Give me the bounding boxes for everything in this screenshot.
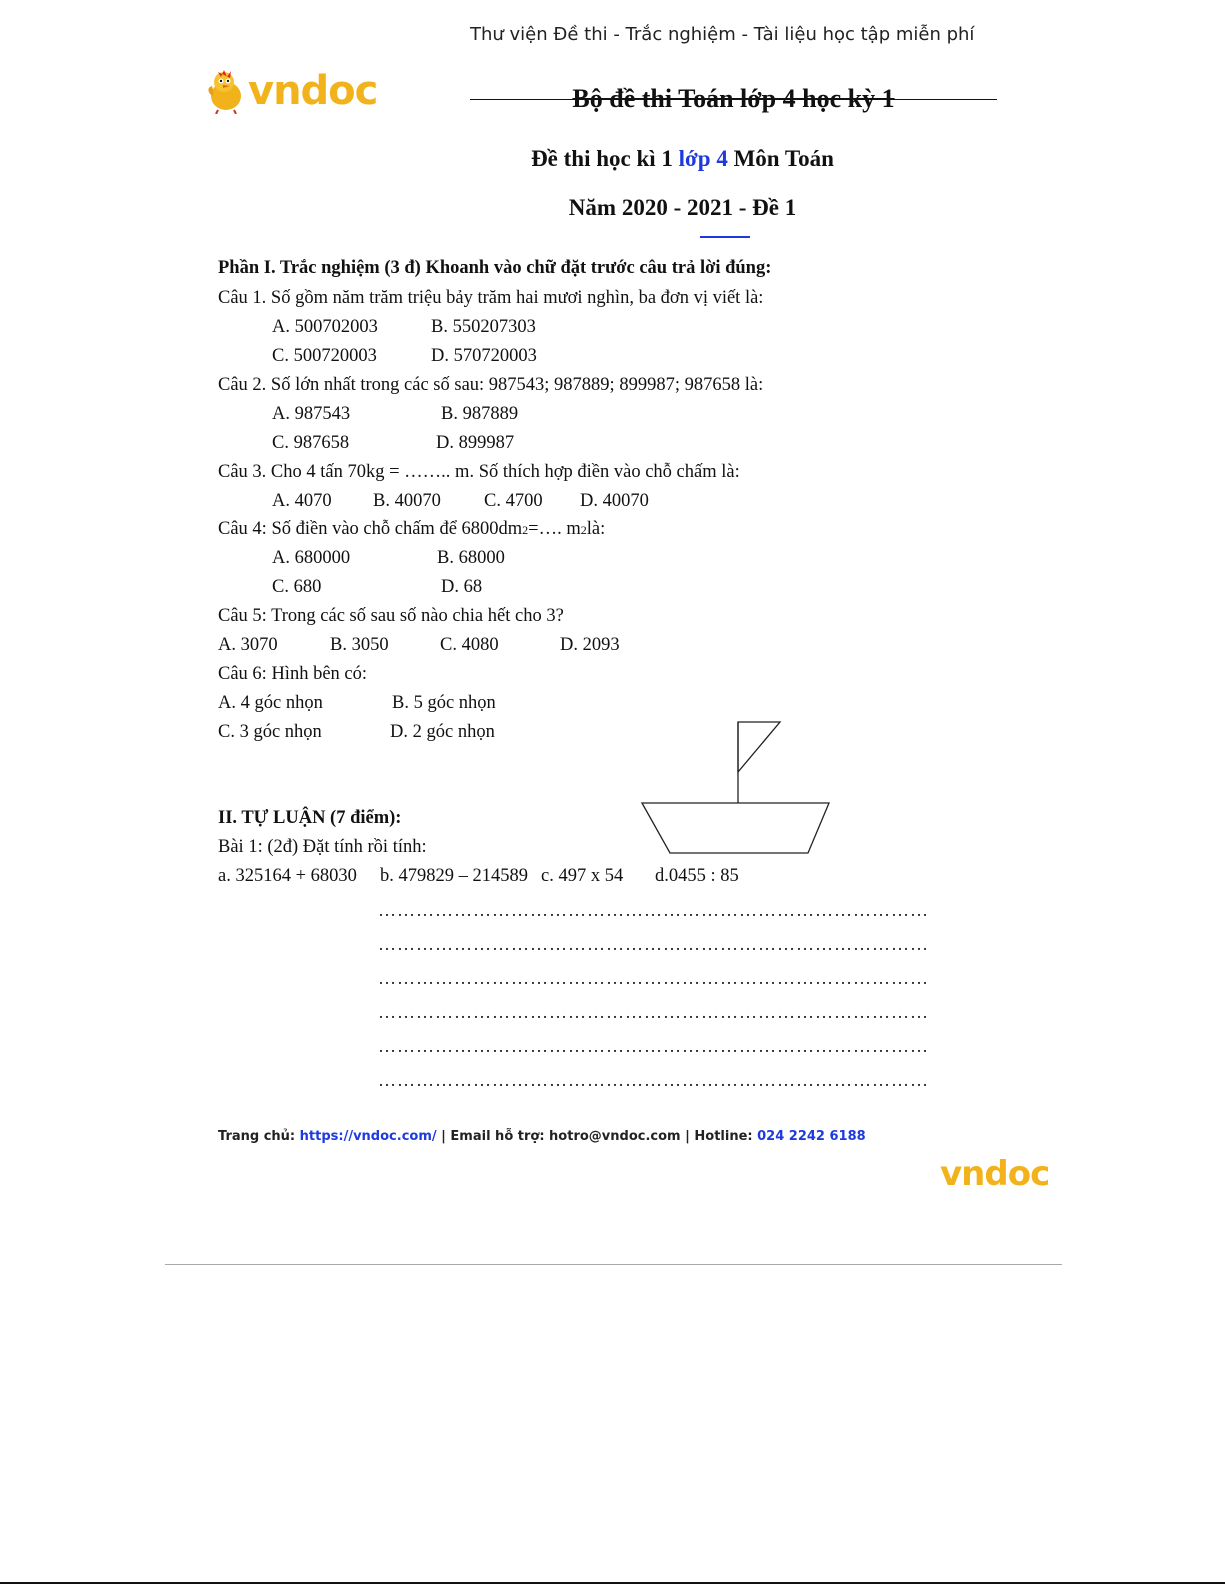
q2-option-a: A. 987543 bbox=[272, 404, 351, 424]
footer-logo-wordmark: vndoc bbox=[940, 1154, 1050, 1194]
q6-option-a: A. 4 góc nhọn bbox=[218, 693, 323, 713]
q4-sup2: 2 bbox=[580, 523, 587, 537]
answer-dot-line-6: …………………………………………………………………………… bbox=[378, 1070, 929, 1090]
exam-title-part1: Đề thi học kì 1 bbox=[531, 146, 679, 171]
q3-option-a: A. 4070 bbox=[272, 491, 332, 511]
q5-option-d: D. 2093 bbox=[560, 635, 620, 655]
q2-text: Câu 2. Số lớn nhất trong các số sau: 987543; 987889; 899987; 987658 là: bbox=[218, 375, 764, 395]
vndoc-logo[interactable] bbox=[204, 68, 377, 114]
q1-option-c: C. 500720003 bbox=[272, 346, 377, 366]
q3-option-b: B. 40070 bbox=[373, 491, 441, 511]
q6-option-b: B. 5 góc nhọn bbox=[392, 693, 496, 713]
q6-option-c: C. 3 góc nhọn bbox=[218, 722, 322, 742]
boat-figure bbox=[640, 720, 830, 855]
q4-text bbox=[218, 519, 605, 540]
exam-title-part2: Môn Toán bbox=[727, 146, 834, 171]
footer-email-label: | Email hỗ trợ: hotro@vndoc.com | Hotline: bbox=[436, 1129, 758, 1144]
answer-dot-line-1: …………………………………………………………………………… bbox=[378, 900, 929, 920]
page-divider bbox=[165, 1264, 1062, 1265]
q4-option-c: C. 680 bbox=[272, 577, 322, 597]
bai1-d: d.0455 : 85 bbox=[655, 866, 739, 886]
q3-text: Câu 3. Cho 4 tấn 70kg = …….. m. Số thích hợp điền vào chỗ chấm là: bbox=[218, 462, 740, 482]
exam-year: Năm 2020 - 2021 - Đề 1 bbox=[568, 195, 797, 220]
exam-title-link[interactable]: lớp 4 bbox=[678, 146, 728, 171]
section1-heading: Phần I. Trắc nghiệm (3 đ) Khoanh vào chữ đặt trước câu trả lời đúng: bbox=[218, 258, 772, 278]
exam-title bbox=[0, 146, 1225, 172]
footer-hotline[interactable]: 024 2242 6188 bbox=[757, 1129, 866, 1144]
q5-option-b: B. 3050 bbox=[330, 635, 389, 655]
footer-vndoc-logo[interactable] bbox=[940, 1154, 1050, 1194]
q2-option-d: D. 899987 bbox=[436, 433, 515, 453]
q6-option-d: D. 2 góc nhọn bbox=[390, 722, 495, 742]
q6-text: Câu 6: Hình bên có: bbox=[218, 664, 368, 684]
footer-home-link[interactable]: https://vndoc.com/ bbox=[299, 1129, 437, 1144]
q2-option-b: B. 987889 bbox=[441, 404, 519, 424]
q4-option-b: B. 68000 bbox=[437, 548, 505, 568]
answer-dot-line-3: …………………………………………………………………………… bbox=[378, 968, 929, 988]
section2-heading: II. TỰ LUẬN (7 điểm): bbox=[218, 808, 402, 828]
title-underline bbox=[700, 236, 750, 238]
q1-option-b: B. 550207303 bbox=[431, 317, 536, 337]
q4-sup1: 2 bbox=[522, 523, 529, 537]
q1-text: Câu 1. Số gồm năm trăm triệu bảy trăm hai mươi nghìn, ba đơn vị viết là: bbox=[218, 288, 764, 308]
bai1-text: Bài 1: (2đ) Đặt tính rồi tính: bbox=[218, 837, 427, 857]
q5-option-a: A. 3070 bbox=[218, 635, 278, 655]
q4-text-mid: =…. m bbox=[528, 519, 581, 539]
q5-text: Câu 5: Trong các số sau số nào chia hết cho 3? bbox=[218, 606, 564, 626]
chicken-mascot-icon bbox=[204, 68, 248, 114]
answer-dot-line-2: …………………………………………………………………………… bbox=[378, 934, 929, 954]
answer-dot-line-5: …………………………………………………………………………… bbox=[378, 1036, 929, 1056]
q4-option-a: A. 680000 bbox=[272, 548, 351, 568]
q4-option-d: D. 68 bbox=[441, 577, 483, 597]
bai1-c: c. 497 x 54 bbox=[541, 866, 624, 886]
q3-option-d: D. 40070 bbox=[580, 491, 649, 511]
q4-text-after: là: bbox=[586, 519, 606, 539]
q5-option-c: C. 4080 bbox=[440, 635, 499, 655]
footer-home-label: Trang chủ: bbox=[218, 1129, 300, 1144]
page-bottom-border bbox=[0, 1582, 1225, 1584]
answer-dot-line-4: …………………………………………………………………………… bbox=[378, 1002, 929, 1022]
q2-option-c: C. 987658 bbox=[272, 433, 350, 453]
footer-contact bbox=[218, 1129, 866, 1144]
q1-option-d: D. 570720003 bbox=[431, 346, 537, 366]
bai1-a: a. 325164 + 68030 bbox=[218, 866, 357, 886]
collection-title: Bộ đề thi Toán lớp 4 học kỳ 1 bbox=[572, 84, 895, 113]
header-tagline: Thư viện Đề thi - Trắc nghiệm - Tài liệu học tập miễn phí bbox=[470, 24, 975, 45]
q3-option-c: C. 4700 bbox=[484, 491, 543, 511]
logo-wordmark: vndoc bbox=[248, 68, 378, 114]
q1-option-a: A. 500702003 bbox=[272, 317, 378, 337]
q4-text-before: Câu 4: Số điền vào chỗ chấm để 6800dm bbox=[218, 519, 523, 539]
bai1-b: b. 479829 – 214589 bbox=[380, 866, 528, 886]
